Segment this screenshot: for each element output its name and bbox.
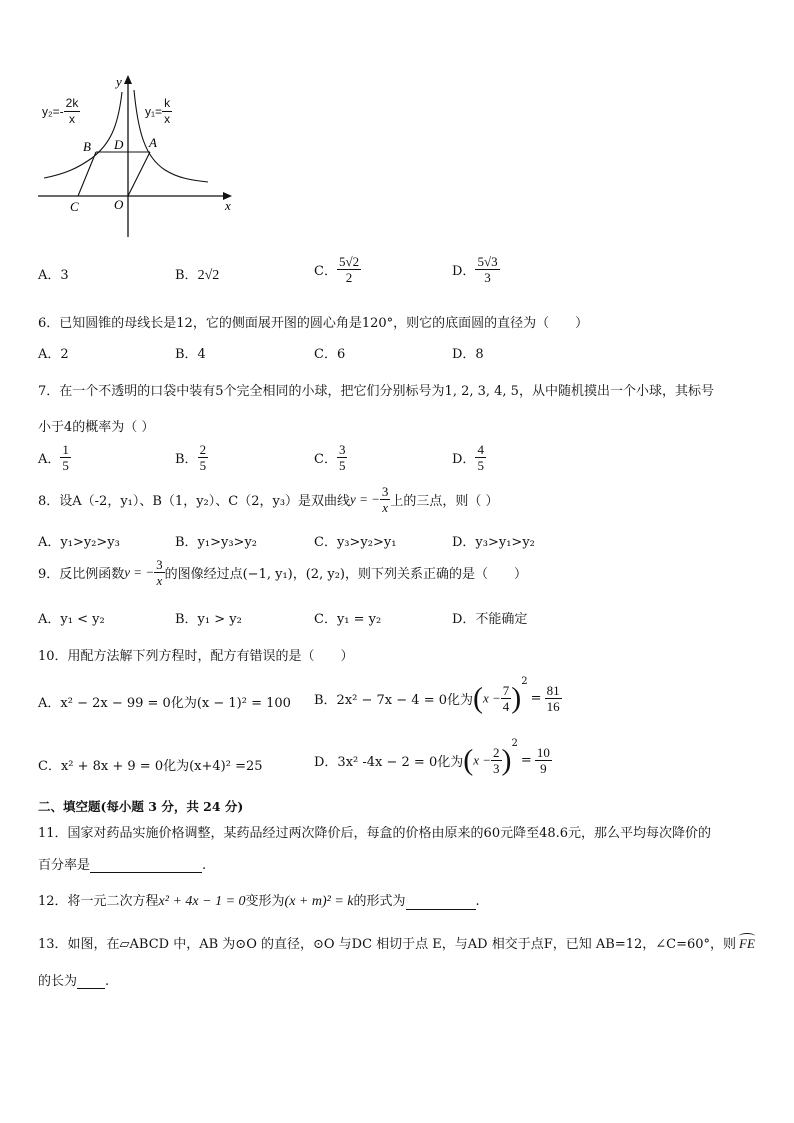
- q12-end: .: [475, 894, 480, 909]
- q10-d-d1: 3: [493, 761, 500, 776]
- q6-text: 6．已知圆锥的母线长是12，它的侧面展开图的圆心角是120°，则它的底面圆的直径为（ ）: [38, 316, 589, 331]
- q7-c-num: 3: [338, 442, 346, 457]
- q7-option-b[interactable]: [175, 442, 208, 473]
- q13-arc-mark: [739, 933, 755, 939]
- q8-pre: 8．设A（-2，y₁）、B（1，y₂）、C（2，y₃）是双曲线: [38, 494, 351, 509]
- point-B-label: B: [83, 139, 91, 154]
- q5-option-b-label: B．: [175, 268, 198, 283]
- q10-option-a[interactable]: A．x² − 2x − 99 = 0化为(x − 1)² = 100: [38, 696, 291, 711]
- q7-option-c[interactable]: [314, 442, 347, 473]
- q13-arc: [739, 936, 755, 952]
- q7-c-den: 5: [338, 458, 346, 473]
- y1-label: y₁=: [145, 104, 163, 119]
- q7-d-den: 5: [477, 458, 484, 473]
- q10-d-d2: 9: [540, 761, 547, 776]
- q11-answer-blank[interactable]: [90, 858, 202, 873]
- q12-mid: 变形为: [245, 894, 285, 909]
- q10-b-d1: 4: [502, 699, 510, 714]
- q9-num: 3: [156, 557, 163, 572]
- q9-option-c[interactable]: C．y₁ = y₂: [314, 612, 382, 627]
- q8-num: 3: [381, 484, 389, 499]
- q5-option-c[interactable]: [314, 254, 361, 285]
- y2-label: y₂=-: [42, 104, 64, 119]
- q7-b-label: B．: [175, 452, 198, 467]
- y2-numerator: 2k: [65, 96, 79, 110]
- q12-text: [38, 890, 480, 910]
- point-O-label: O: [114, 197, 124, 212]
- q5-c-numerator: 5√2: [338, 254, 360, 269]
- q11-line2-post: .: [202, 858, 207, 873]
- q12-eq2: (x + m)² = k: [284, 894, 354, 909]
- q13-arc-label: FE: [739, 936, 755, 951]
- q6-option-b[interactable]: B．4: [175, 347, 206, 362]
- q5-option-a[interactable]: A．3: [38, 268, 69, 283]
- q10-option-b[interactable]: [314, 676, 562, 716]
- q8-option-c[interactable]: C．y₃>y₂>y₁: [314, 535, 397, 550]
- q10-d-eq: =: [520, 753, 532, 768]
- q10-option-c[interactable]: C．x² + 8x + 9 = 0化为(x+4)² =25: [38, 759, 263, 774]
- q10-b-paren-close: ): [511, 681, 522, 715]
- q10-b-d2: 16: [546, 699, 560, 714]
- q5-d-numerator: 5√3: [477, 254, 498, 269]
- q10-option-d[interactable]: [314, 738, 552, 778]
- q6-option-c[interactable]: C．6: [314, 347, 346, 362]
- q11-line2: [38, 854, 206, 873]
- q5-option-d[interactable]: [452, 254, 500, 285]
- y-axis-label: y: [116, 74, 122, 89]
- q10-d-pre: D．3x² -4x − 2 = 0化为: [314, 755, 464, 770]
- q9-option-d[interactable]: D．不能确定: [452, 612, 528, 627]
- q13-line2-post: .: [105, 974, 110, 989]
- q7-b-num: 2: [199, 442, 207, 457]
- y2-equation: [42, 96, 80, 127]
- q9-eq: y = −: [124, 564, 155, 580]
- q11-line1: 11．国家对药品实施价格调整，某药品经过两次降价后，每盒的价格由原来的60元降至48.6元，那么平均每次降价的: [38, 826, 712, 841]
- q7-a-num: 1: [62, 442, 69, 457]
- q12-answer-blank[interactable]: [406, 895, 476, 910]
- q10-b-sq: 2: [521, 676, 528, 687]
- q5-option-b[interactable]: [175, 264, 219, 284]
- q8-option-d[interactable]: D．y₃>y₁>y₂: [452, 535, 535, 550]
- q10-b-n2: 81: [546, 683, 560, 698]
- q5-d-denominator: 3: [484, 270, 491, 285]
- q7-d-label: D．: [452, 452, 476, 467]
- q7-b-den: 5: [199, 458, 207, 473]
- point-A-label: A: [149, 135, 157, 150]
- y1-denominator: x: [164, 112, 171, 126]
- q6-option-a[interactable]: A．2: [38, 347, 69, 362]
- point-C-label: C: [70, 199, 79, 214]
- q13-line2: [38, 970, 109, 989]
- q7-a-label: A．: [38, 452, 61, 467]
- y2-denominator: x: [69, 112, 76, 126]
- q10-b-eq: =: [530, 691, 542, 706]
- q6-option-d[interactable]: D．8: [452, 347, 484, 362]
- q10-text: 10．用配方法解下列方程时，配方有错误的是（ ）: [38, 649, 354, 664]
- q8-eq: y = −: [350, 491, 380, 507]
- q11-line2-pre: 百分率是: [38, 858, 91, 873]
- q8-den: x: [382, 500, 389, 515]
- q10-b-paren-open: (: [472, 681, 483, 715]
- q10-b-pre: B．2x² − 7x − 4 = 0化为: [314, 693, 473, 708]
- q9-option-b[interactable]: B．y₁ > y₂: [175, 612, 242, 627]
- q5-option-d-label: D．: [452, 264, 476, 279]
- q7-line2: 小于4的概率为（ ）: [38, 420, 155, 435]
- q12-pre: 12．将一元二次方程: [38, 894, 159, 909]
- q13-line1-text: 13．如图，在▱ABCD 中，AB 为⊙O 的直径，⊙O 与DC 相切于点 E，与AD 相交于点F，已知 AB=12，∠C=60°，则: [38, 937, 737, 952]
- q7-line1: 7．在一个不透明的口袋中装有5个完全相同的小球，把它们分别标号为1, 2, 3, 4, 5，从中随机摸出一个小球，其标号: [38, 384, 714, 399]
- q5-c-denominator: 2: [345, 270, 353, 285]
- q5-option-c-label: C．: [314, 264, 337, 279]
- q7-a-den: 5: [62, 458, 69, 473]
- q8-post: 上的三点，则（ ）: [390, 494, 499, 509]
- point-D-label: D: [114, 137, 124, 152]
- segment-OA: [128, 152, 150, 196]
- q7-option-d[interactable]: [452, 442, 486, 473]
- q9-pre: 9．反比例函数: [38, 567, 125, 582]
- q12-eq1: x² + 4x − 1 = 0: [158, 894, 246, 909]
- segment-BC: [78, 152, 96, 196]
- y-axis-arrow: [124, 75, 132, 84]
- q13-line1: [38, 933, 755, 952]
- q9-stem: [38, 557, 527, 588]
- q12-post: 的形式为: [353, 894, 406, 909]
- q7-c-label: C．: [314, 452, 337, 467]
- q8-stem: [38, 484, 499, 515]
- y1-numerator: k: [164, 96, 171, 110]
- q10-d-paren-open: (: [463, 743, 474, 777]
- q9-post: 的图像经过点(−1, y₁)，(2, y₂)，则下列关系正确的是（ ）: [164, 567, 527, 582]
- q13-line2-pre: 的长为: [38, 974, 78, 989]
- x-axis-label: x: [225, 198, 231, 213]
- q10-d-n1: 2: [493, 745, 500, 760]
- q10-b-inner: x −: [482, 690, 501, 706]
- q13-answer-blank[interactable]: [77, 974, 105, 989]
- q10-d-n2: 10: [536, 745, 550, 760]
- q8-option-a[interactable]: A．y₁>y₂>y₃: [38, 535, 120, 550]
- q10-d-paren-close: ): [501, 743, 512, 777]
- q9-option-a[interactable]: A．y₁ < y₂: [38, 612, 105, 627]
- y1-equation: [145, 96, 172, 127]
- q10-d-sq: 2: [511, 738, 518, 749]
- q10-b-n1: 7: [502, 683, 510, 698]
- q7-d-num: 4: [477, 442, 484, 457]
- q10-d-inner: x −: [473, 752, 492, 768]
- q7-option-a[interactable]: [38, 442, 71, 473]
- section-2-heading: 二、填空题(每小题 3 分，共 24 分): [38, 799, 244, 814]
- q8-option-b[interactable]: B．y₁>y₃>y₂: [175, 535, 258, 550]
- q9-den: x: [156, 573, 163, 588]
- q5-option-b-value: 2√2: [197, 268, 220, 283]
